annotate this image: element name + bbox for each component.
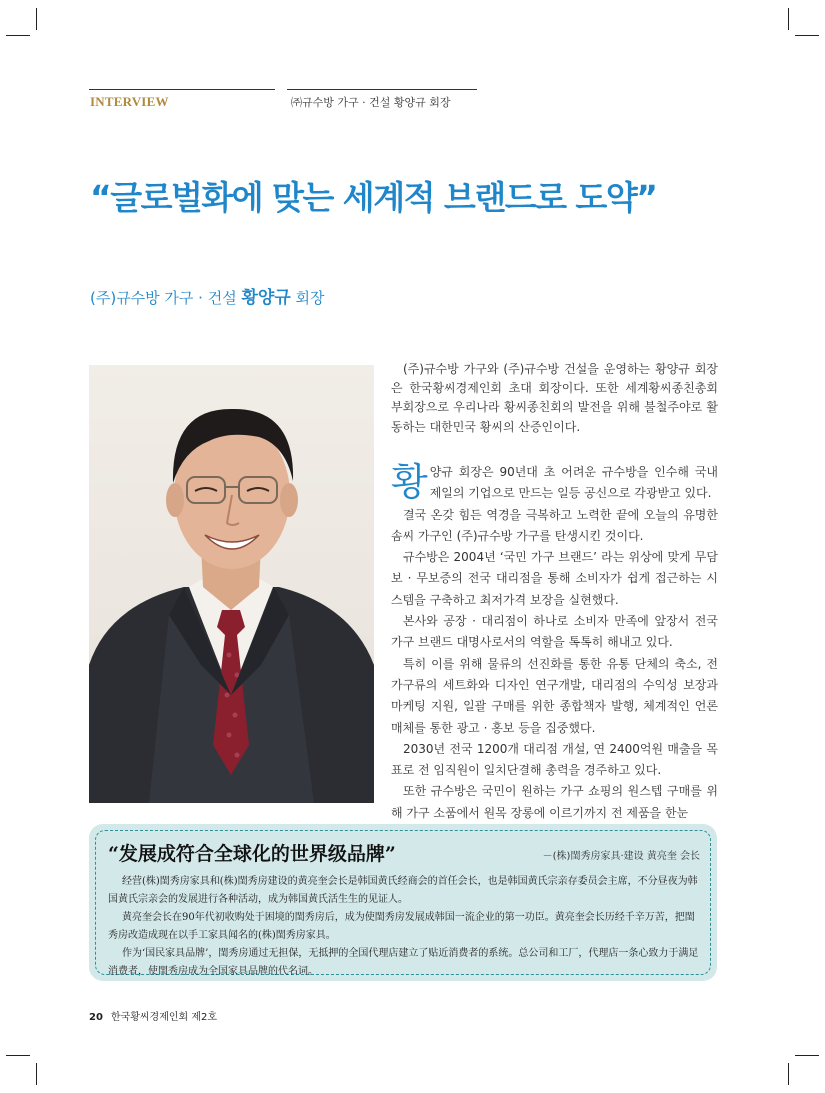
page-footer xyxy=(89,1008,217,1023)
chinese-paragraph: 黄亮奎会长在90年代初收购处于困境的閨秀房后，成为使閨秀房发展成韩国一流企业的第一功臣。黄亮奎会长历经千辛万苦，把閨秀房改造成现在以手工家具闻名的(株)閨秀房家具。 xyxy=(108,912,695,941)
subtitle-suffix: 회장 xyxy=(290,289,325,307)
body-paragraph: 결국 온갖 힘든 역경을 극복하고 노력한 끝에 오늘의 유명한 솜씨 가구인 (주)규수방 가구를 탄생시킨 것이다. xyxy=(391,507,718,543)
body-paragraph xyxy=(391,462,718,505)
crop-mark xyxy=(36,8,37,30)
crop-mark xyxy=(788,8,789,30)
body-text: 양규 회장은 90년대 초 어려운 규수방을 인수해 국내 제일의 기업으로 만드는 일등 공신으로 각광받고 있다. xyxy=(429,465,718,501)
portrait-illustration xyxy=(89,365,374,803)
chinese-signature: －(株)閨秀房家具·建设 黄亮奎 会长 xyxy=(542,851,700,862)
section-label: INTERVIEW xyxy=(90,94,169,109)
headline: “글로벌화에 맞는 세계적 브랜드로 도약” xyxy=(90,178,657,217)
crop-mark xyxy=(795,1055,819,1056)
chinese-body xyxy=(108,873,700,981)
body-paragraph: 규수방은 2004년 ‘국민 가구 브랜드’ 라는 위상에 맞게 무담보 · 무보증의 전국 대리점을 통해 소비자가 쉽게 접근하는 시스템을 구축하고 최저가격 보장을 실현했다. xyxy=(391,550,718,607)
crop-mark xyxy=(36,1063,37,1085)
header-rule-left xyxy=(89,89,275,90)
chinese-title: “发展成符合全球化的世界级品牌” xyxy=(108,843,396,865)
crop-mark xyxy=(795,35,819,36)
chinese-paragraph: 经营(株)閨秀房家具和(株)閨秀房建设的黄亮奎会长是韩国黄氏经商会的首任会长，也是韩国黄氏宗亲存委员会主席，不分昼夜为韩国黄氏宗亲会的发展进行各种活动，成为韩国黄氏活生生的见证人。 xyxy=(108,876,698,905)
body-paragraph: 본사와 공장 · 대리점이 하나로 소비자 만족에 앞장서 전국 가구 브랜드 대명사로서의 역할을 톡톡히 해내고 있다. xyxy=(391,614,718,650)
body-paragraph: 특히 이를 위해 물류의 선진화를 통한 유통 단체의 축소, 전 가구류의 세트화와 디자인 연구개발, 대리점의 수익성 보장과 마케팅 지원, 일괄 구매를 위한 종합책자 발행, 체계적인 언론매체를 통한 광고 · 홍보 등을 집중했다. xyxy=(391,656,718,735)
intro-paragraph: (주)규수방 가구와 (주)규수방 건설을 운영하는 황양규 회장은 한국황씨경제인회 초대 회장이다. 또한 세계황씨종친총회 부회장으로 우리나라 황씨종친회의 발전을 위해 불철주야로 활동하는 대한민국 황씨의 산증인이다. xyxy=(391,362,718,434)
crop-mark xyxy=(6,35,30,36)
subtitle-prefix: (주)규수방 가구 · 건설 xyxy=(90,289,242,307)
chinese-paragraph: 作为‘国民家具品牌’，閨秀房通过无担保，无抵押的全国代理店建立了贴近消费者的系统。总公司和工厂，代理店一条心致力于满足消费者，使閨秀房成为全国家具品牌的代名词。 xyxy=(108,948,699,977)
subtitle-name: 황양규 xyxy=(241,288,291,308)
drop-cap: 황 xyxy=(391,460,428,504)
header-description: ㈜규수방 가구 · 건설 황양규 회장 xyxy=(291,96,451,109)
chinese-summary-box xyxy=(89,824,717,981)
body-paragraph: 2030년 전국 1200개 대리점 개설, 연 2400억원 매출을 목표로 전 임직원이 일치단결해 총력을 경주하고 있다. xyxy=(391,741,718,778)
crop-mark xyxy=(788,1063,789,1085)
summary-box-border xyxy=(95,830,711,975)
page-number: 20 xyxy=(89,1012,103,1023)
article-body xyxy=(391,462,718,824)
body-paragraph: 또한 규수방은 국민이 원하는 가구 쇼핑의 원스텝 구매를 위해 가구 소품에서 원목 장롱에 이르기까지 전 제품을 한눈 xyxy=(391,784,718,820)
publication-name: 한국황씨경제인회 제2호 xyxy=(110,1012,218,1023)
header-rule-right xyxy=(287,89,477,90)
subtitle xyxy=(90,283,325,308)
crop-mark xyxy=(6,1055,30,1056)
portrait-photo xyxy=(89,365,374,803)
